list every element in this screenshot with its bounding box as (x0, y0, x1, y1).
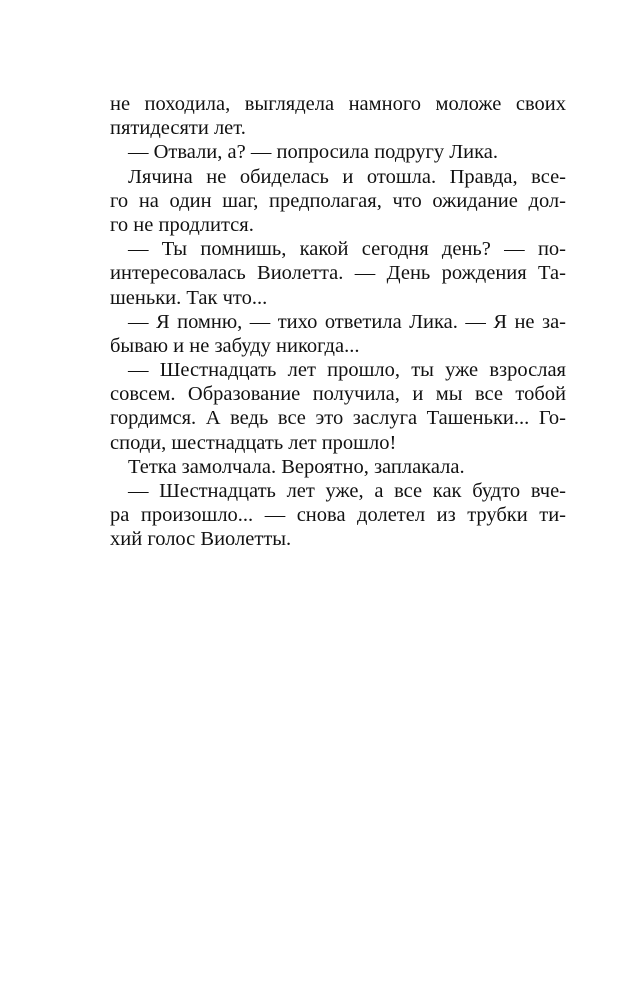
text-line: не походила, выглядела намного моложе своих (110, 93, 566, 115)
paragraph (110, 358, 566, 455)
text-line: интересовалась Виолетта. — День рождения Та- (110, 262, 566, 285)
paragraph (110, 479, 566, 552)
text-line: — Отвали, а? — попросила подругу Лика. (128, 141, 499, 164)
text-line: Тетка замолчала. Вероятно, заплакала. (128, 455, 465, 478)
text-line: гордимся. А ведь все это заслуга Ташеньки... Го- (110, 407, 566, 430)
text-line: — Я помню, — тихо ответила Лика. — Я не за- (128, 310, 566, 333)
text-line: хий голос Виолетты. (110, 528, 292, 551)
text-line: бываю и не забуду никогда... (110, 334, 360, 357)
text-line: Лячина не обиделась и отошла. Правда, все- (128, 165, 566, 188)
body-text (110, 92, 566, 552)
text-line: — Шестнадцать лет уже, а все как будто вче- (128, 480, 566, 502)
text-line: го не продлится. (110, 213, 254, 236)
paragraph (110, 140, 566, 164)
text-line: споди, шестнадцать лет прошло! (110, 431, 397, 454)
text-line: ра произошло... — снова долетел из трубки ти- (110, 504, 566, 527)
paragraph (110, 165, 566, 238)
text-line: шеньки. Так что... (110, 286, 268, 309)
paragraph (110, 237, 566, 310)
paragraph (110, 455, 566, 479)
paragraph (110, 92, 566, 140)
text-line: го на один шаг, предполагая, что ожидание дол- (110, 189, 566, 212)
text-line: совсем. Образование получила, и мы все тобой (110, 383, 566, 406)
text-line: — Ты помнишь, какой сегодня день? — по- (128, 238, 566, 261)
text-line: — Шестнадцать лет прошло, ты уже взрослая (128, 359, 566, 382)
paragraph (110, 310, 566, 358)
text-line: пятидесяти лет. (110, 117, 246, 140)
